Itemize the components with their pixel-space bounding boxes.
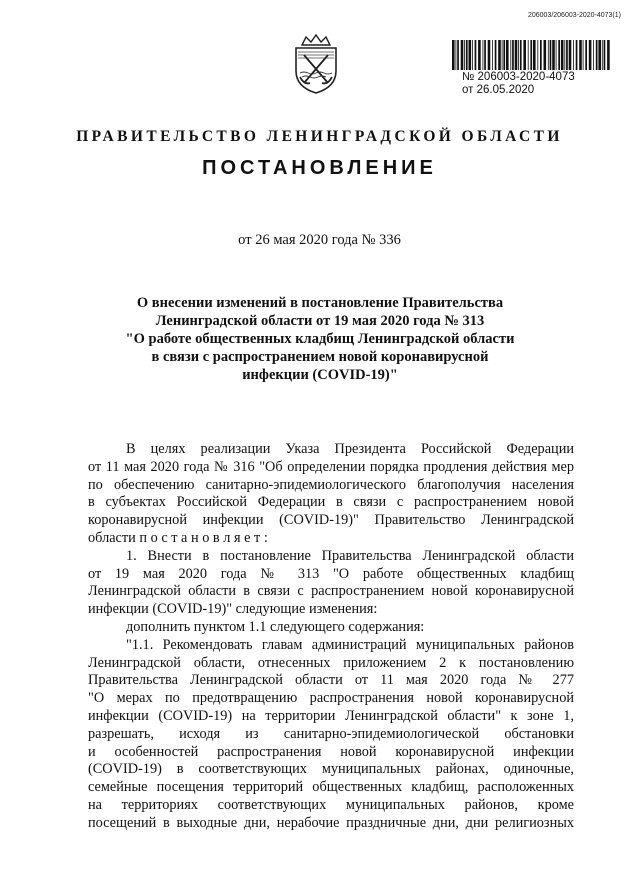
body-line: по обеспечению санитарно-эпидемиологического благополучия населения (88, 476, 574, 493)
body-line: Ленинградской области в связи с распространением новой коронавирусной (88, 583, 574, 600)
body-line: разрешать, исходя из санитарно-эпидемиологической обстановки (88, 725, 574, 742)
government-name: ПРАВИТЕЛЬСТВО ЛЕНИНГРАДСКОЙ ОБЛАСТИ (76, 128, 563, 145)
registration-date: от 26.05.2020 (462, 84, 535, 96)
body-line: В целях реализации Указа Президента Российской Федерации (126, 441, 574, 457)
body-line: 1. Внести в постановление Правительства Ленинградской области (126, 547, 574, 564)
body-line: области п о с т а н о в л я е т : (88, 529, 268, 546)
title-line: О внесении изменений в постановление Правительства (136, 295, 504, 311)
body-line: посещений в выходные дни, нерабочие праздничные дни, дни религиозных (88, 814, 574, 831)
body-line: инфекции (COVID-19) на территории Ленинградской области" к зоне 1, (88, 707, 574, 724)
body-line: и особенностей распространения новой коронавирусной инфекции (88, 743, 574, 760)
body-line: Ленинградской области, отнесенных приложением 2 к постановлению (88, 654, 574, 671)
body-line: на территориях соответствующих муниципальных районов, кроме (88, 796, 574, 813)
coat-of-arms-icon (288, 33, 344, 95)
body-line: семейные посещения территорий общественных кладбищ, расположенных (88, 779, 574, 796)
body-line: от 19 мая 2020 года № 313 "О работе общественных кладбищ (88, 565, 574, 582)
body-line: Правительства Ленинградской области от 11 мая 2020 года № 277 (88, 672, 574, 689)
title-line: в связи с распространением новой коронавирусной (151, 349, 489, 365)
title-line: Ленинградской области от 19 мая 2020 года № 313 (155, 313, 485, 329)
document-type: ПОСТАНОВЛЕНИЕ (202, 157, 437, 179)
body-line: инфекции (COVID-19)" следующие изменения: (88, 601, 378, 618)
registration-number: № 206003-2020-4073 (462, 71, 575, 83)
body-line: дополнить пунктом 1.1 следующего содержания: (126, 618, 425, 635)
barcode (452, 40, 612, 70)
body-line: "1.1. Рекомендовать главам администраций муниципальных районов (126, 636, 574, 653)
document-body (88, 441, 574, 833)
title-line: "О работе общественных кладбищ Ленинградской области (125, 331, 515, 347)
registration-block (462, 71, 575, 97)
body-line: (COVID-19) в соответствующих муниципальных районах, одиночные, (88, 761, 574, 778)
body-line: "О мерах по предотвращению распространения новой коронавирусной (88, 690, 574, 707)
document-title (110, 294, 530, 384)
body-line: от 11 мая 2020 года № 316 "Об определении порядка продления действия мер (88, 458, 574, 475)
title-line: инфекции (COVID-19)" (242, 367, 398, 383)
body-line: в субъектах Российской Федерации в связи с распространением новой (88, 494, 574, 511)
top-reference-number: 206003/206003-2020-4073(1) (527, 12, 621, 19)
body-line: коронавирусной инфекции (COVID-19)" Правительство Ленинградской (88, 512, 574, 529)
document-date-number: от 26 мая 2020 года № 336 (238, 232, 401, 248)
